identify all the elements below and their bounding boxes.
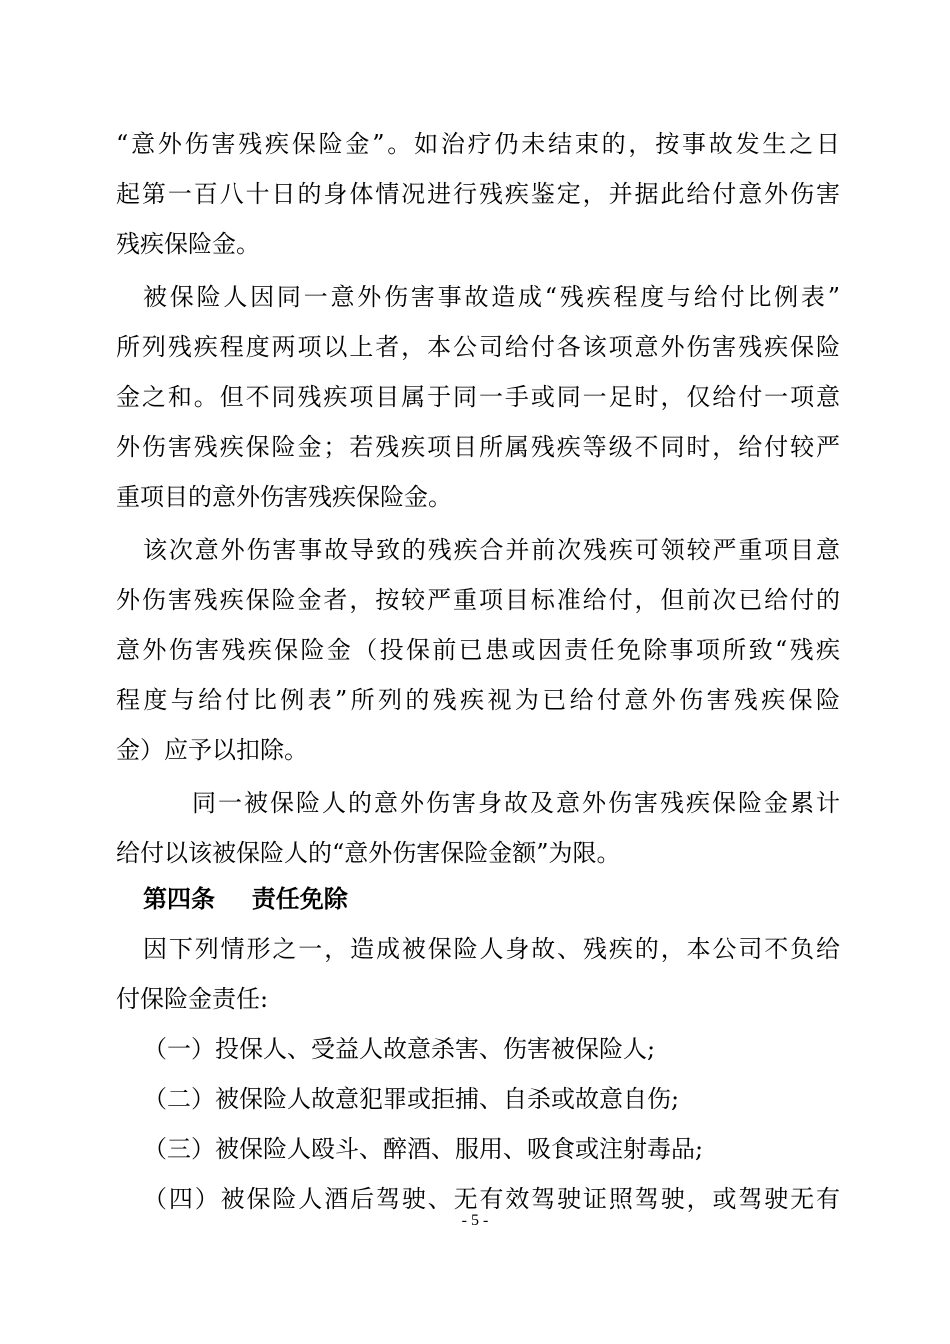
body-line: 重项目的意外伤害残疾保险金。	[116, 483, 452, 511]
list-item: （三）被保险人殴斗、醉酒、服用、吸食或注射毒品;	[143, 1135, 704, 1163]
body-line: 外伤害残疾保险金；若残疾项目所属残疾等级不同时，给付较严	[116, 433, 840, 461]
body-line: 所列残疾程度两项以上者，本公司给付各该项意外伤害残疾保险	[116, 333, 840, 361]
list-item: （二）被保险人故意犯罪或拒捕、自杀或故意自伤;	[143, 1085, 680, 1113]
list-item: （四）被保险人酒后驾驶、无有效驾驶证照驾驶，或驾驶无有	[143, 1185, 840, 1213]
body-line: “意外伤害残疾保险金”。如治疗仍未结束的，按事故发生之日	[116, 130, 840, 158]
article-number: 第四条	[143, 884, 215, 913]
body-line: 金）应予以扣除。	[116, 736, 308, 764]
list-item: （一）投保人、受益人故意杀害、伤害被保险人;	[143, 1035, 656, 1063]
body-line: 付保险金责任:	[116, 985, 269, 1013]
body-line: 程度与给付比例表”所列的残疾视为已给付意外伤害残疾保险	[116, 686, 840, 714]
body-line: 意外伤害残疾保险金（投保前已患或因责任免除事项所致“残疾	[116, 636, 840, 664]
body-line: 残疾保险金。	[116, 230, 260, 258]
body-line: 外伤害残疾保险金者，按较严重项目标准给付，但前次已给付的	[116, 586, 840, 614]
article-heading	[143, 882, 348, 916]
body-line: 起第一百八十日的身体情况进行残疾鉴定，并据此给付意外伤害	[116, 180, 840, 208]
body-line: 因下列情形之一，造成被保险人身故、残疾的，本公司不负给	[143, 935, 840, 963]
body-line: 给付以该被保险人的“意外伤害保险金额”为限。	[116, 839, 621, 867]
body-line: 同一被保险人的意外伤害身故及意外伤害残疾保险金累计	[192, 789, 840, 817]
body-line: 该次意外伤害事故导致的残疾合并前次残疾可领较严重项目意	[143, 536, 840, 564]
body-line: 被保险人因同一意外伤害事故造成“残疾程度与给付比例表”	[143, 283, 840, 311]
body-line: 金之和。但不同残疾项目属于同一手或同一足时，仅给付一项意	[116, 383, 840, 411]
page-number: - 5 -	[461, 1212, 489, 1229]
article-title: 责任免除	[251, 884, 348, 913]
